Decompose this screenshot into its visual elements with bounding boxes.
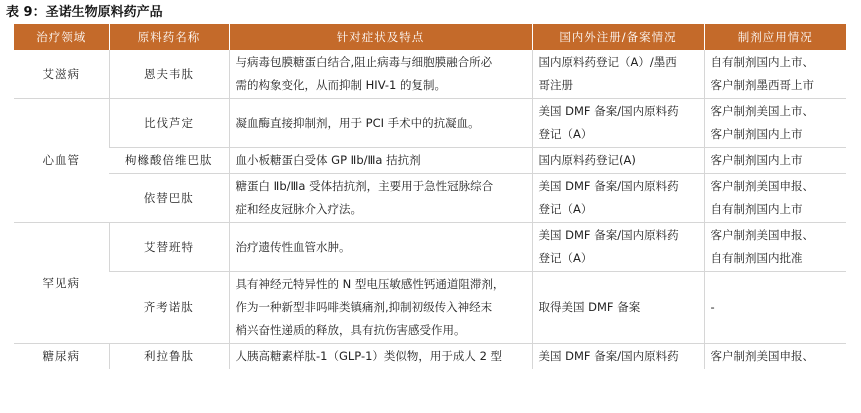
table-row (14, 50, 846, 99)
table-title: 表 9：圣诺生物原料药产品 (6, 5, 163, 20)
api-name-cell: 枸橼酸倍维巴肽 (109, 148, 229, 174)
registration-cell (532, 148, 704, 174)
registration-cell (532, 223, 704, 272)
indication-cell (229, 272, 532, 344)
indication-cell (229, 99, 532, 148)
indication-cell (229, 174, 532, 223)
registration-line: 登记（A） (538, 202, 593, 216)
registration-line: 美国 DMF 备案/国内原料药 (538, 179, 679, 193)
table-row (14, 344, 846, 370)
application-line: 自有制剂国内上市、 (710, 55, 814, 69)
api-name-cell: 利拉鲁肽 (109, 344, 229, 370)
application-line: 客户制剂墨西哥上市 (710, 78, 814, 92)
table-row (14, 223, 846, 272)
table-row (14, 99, 846, 148)
indication-line: 梢兴奋性递质的释放，具有抗伤害感受作用。 (235, 323, 466, 337)
area-cell: 艾滋病 (14, 50, 109, 99)
registration-line: 哥注册 (538, 78, 573, 92)
indication-cell (229, 50, 532, 99)
registration-line: 国内原料药登记（A）/墨西 (538, 55, 677, 69)
indication-line: 治疗遗传性血管水肿。 (235, 239, 351, 254)
application-cell (704, 344, 846, 370)
indication-line: 需的构象变化，从而抑制 HIV-1 的复制。 (235, 78, 447, 92)
table-header-row (14, 24, 846, 50)
indication-line: 症和经皮冠脉介入疗法。 (235, 202, 362, 216)
registration-line: 登记（A） (538, 251, 593, 265)
application-line: 客户制剂国内上市 (710, 153, 803, 167)
header-application: 制剂应用情况 (704, 24, 846, 50)
product-table (14, 24, 846, 369)
registration-line: 美国 DMF 备案/国内原料药 (538, 349, 679, 363)
header-therapeutic-area: 治疗领域 (14, 24, 109, 50)
header-indication: 针对症状及特点 (229, 24, 532, 50)
indication-cell (229, 148, 532, 174)
api-name-cell: 依替巴肽 (109, 174, 229, 223)
table-row (14, 174, 846, 223)
application-line: 自有制剂国内批准 (710, 251, 803, 265)
application-cell (704, 174, 846, 223)
registration-line: 登记（A） (538, 127, 593, 141)
api-name-cell: 艾替班特 (109, 223, 229, 272)
api-name-cell: 齐考诺肽 (109, 272, 229, 344)
registration-cell (532, 344, 704, 370)
application-cell (704, 148, 846, 174)
application-cell (704, 223, 846, 272)
application-line: 客户制剂美国申报、 (710, 349, 814, 363)
application-cell (704, 99, 846, 148)
application-line: - (710, 300, 715, 314)
header-registration: 国内外注册/备案情况 (532, 24, 704, 50)
registration-cell (532, 99, 704, 148)
registration-line: 美国 DMF 备案/国内原料药 (538, 228, 679, 242)
indication-cell (229, 223, 532, 272)
indication-line: 作为一种新型非吗啡类镇痛剂,抑制初级传入神经末 (235, 300, 493, 314)
api-name-cell: 恩夫韦肽 (109, 50, 229, 99)
table-row (14, 148, 846, 174)
area-cell: 糖尿病 (42, 349, 80, 363)
application-line: 客户制剂国内上市 (710, 127, 803, 141)
registration-line: 取得美国 DMF 备案 (538, 300, 641, 314)
indication-line: 人胰高糖素样肽-1（GLP-1）类似物，用于成人 2 型 (235, 349, 503, 363)
indication-line: 血小板糖蛋白受体 GP Ⅱb/Ⅲa 拮抗剂 (235, 153, 421, 167)
registration-line: 国内原料药登记(A) (538, 153, 636, 167)
indication-line: 具有神经元特异性的 N 型电压敏感性钙通道阻滞剂， (235, 277, 505, 291)
application-line: 客户制剂美国申报、 (710, 228, 814, 242)
indication-line: 糖蛋白 Ⅱb/Ⅲa 受体拮抗剂，主要用于急性冠脉综合 (235, 179, 494, 193)
application-line: 客户制剂美国申报、 (710, 179, 814, 193)
registration-line: 美国 DMF 备案/国内原料药 (538, 104, 679, 118)
application-cell (704, 272, 846, 344)
header-api-name: 原料药名称 (109, 24, 229, 50)
indication-line: 凝血酶直接抑制剂，用于 PCI 手术中的抗凝血。 (235, 115, 480, 130)
registration-cell (532, 174, 704, 223)
registration-cell (532, 50, 704, 99)
application-cell (704, 50, 846, 99)
table-row (14, 272, 846, 344)
indication-line: 与病毒包膜糖蛋白结合,阻止病毒与细胞膜融合所必 (235, 55, 493, 69)
application-line: 自有制剂国内上市 (710, 202, 803, 216)
application-line: 客户制剂美国上市、 (710, 104, 814, 118)
api-name-cell: 比伐芦定 (109, 99, 229, 148)
indication-cell (229, 344, 532, 370)
registration-cell (532, 272, 704, 344)
area-cell: 罕见病 (14, 223, 109, 344)
area-cell: 心血管 (14, 99, 109, 223)
